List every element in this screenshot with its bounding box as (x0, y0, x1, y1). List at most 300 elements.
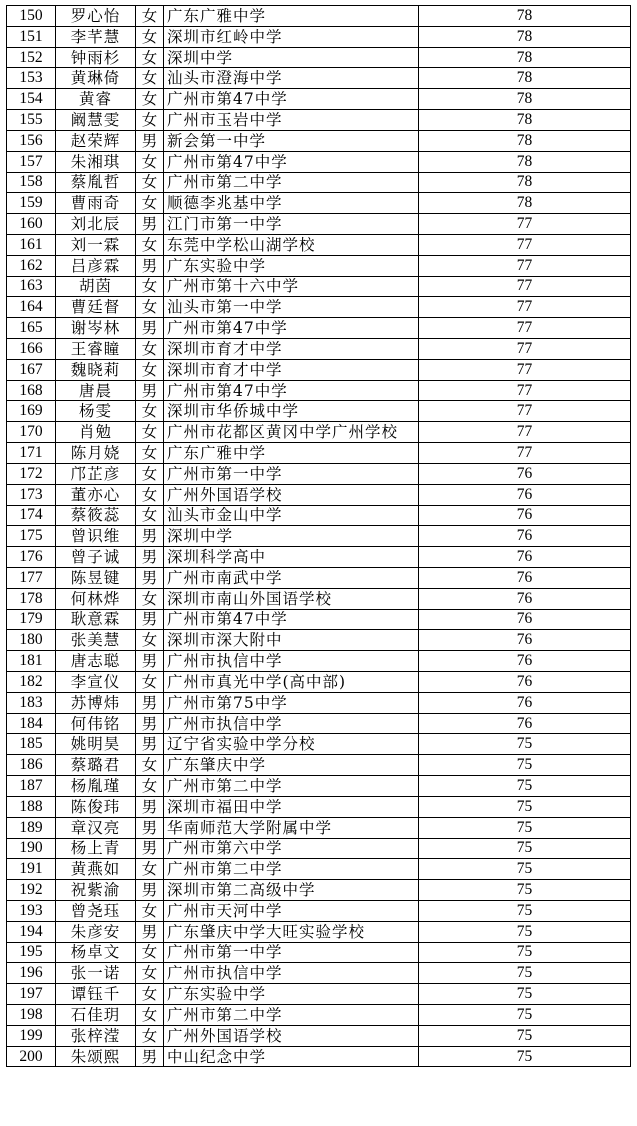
name-cell: 罗心怡 (56, 6, 136, 27)
rank-cell: 184 (7, 713, 56, 734)
table-row (7, 984, 631, 1005)
name-cell: 阚慧雯 (56, 110, 136, 131)
rank-cell: 156 (7, 130, 56, 151)
school-cell: 广州市第47中学 (164, 151, 419, 172)
gender-cell: 女 (136, 942, 164, 963)
table-row (7, 755, 631, 776)
table-row (7, 942, 631, 963)
name-cell: 李芊慧 (56, 26, 136, 47)
name-cell: 曹雨奇 (56, 193, 136, 214)
name-cell: 何伟铭 (56, 713, 136, 734)
rank-cell: 151 (7, 26, 56, 47)
score-cell: 75 (419, 1046, 631, 1067)
rank-cell: 197 (7, 984, 56, 1005)
rank-cell: 162 (7, 255, 56, 276)
table-row (7, 963, 631, 984)
name-cell: 耿意霖 (56, 609, 136, 630)
gender-cell: 女 (136, 6, 164, 27)
rank-cell: 154 (7, 89, 56, 110)
gender-cell: 男 (136, 567, 164, 588)
score-cell: 78 (419, 151, 631, 172)
school-cell: 中山纪念中学 (164, 1046, 419, 1067)
school-cell: 广东实验中学 (164, 984, 419, 1005)
rank-cell: 193 (7, 900, 56, 921)
rank-cell: 182 (7, 672, 56, 693)
rank-cell: 179 (7, 609, 56, 630)
name-cell: 章汉亮 (56, 817, 136, 838)
score-cell: 76 (419, 505, 631, 526)
score-cell: 77 (419, 214, 631, 235)
name-cell: 曾尧珏 (56, 900, 136, 921)
score-cell: 75 (419, 1025, 631, 1046)
gender-cell: 男 (136, 921, 164, 942)
school-cell: 广州外国语学校 (164, 1025, 419, 1046)
table-row (7, 880, 631, 901)
table-row (7, 505, 631, 526)
school-cell: 广州市第十六中学 (164, 276, 419, 297)
score-cell: 75 (419, 838, 631, 859)
rank-cell: 159 (7, 193, 56, 214)
table-row (7, 276, 631, 297)
school-cell: 广州市第二中学 (164, 172, 419, 193)
table-row (7, 422, 631, 443)
school-cell: 深圳市华侨城中学 (164, 401, 419, 422)
school-cell: 广州市第一中学 (164, 942, 419, 963)
gender-cell: 女 (136, 26, 164, 47)
name-cell: 蔡胤哲 (56, 172, 136, 193)
table-row (7, 214, 631, 235)
table-row (7, 567, 631, 588)
gender-cell: 男 (136, 734, 164, 755)
table-row (7, 234, 631, 255)
school-cell: 广州市真光中学(高中部) (164, 672, 419, 693)
score-cell: 76 (419, 672, 631, 693)
table-row (7, 859, 631, 880)
score-cell: 76 (419, 692, 631, 713)
rank-cell: 190 (7, 838, 56, 859)
name-cell: 谢岑林 (56, 318, 136, 339)
name-cell: 蔡筱蕊 (56, 505, 136, 526)
score-cell: 76 (419, 609, 631, 630)
school-cell: 汕头市澄海中学 (164, 68, 419, 89)
rank-cell: 169 (7, 401, 56, 422)
rank-cell: 178 (7, 588, 56, 609)
school-cell: 深圳中学 (164, 47, 419, 68)
gender-cell: 女 (136, 276, 164, 297)
gender-cell: 男 (136, 692, 164, 713)
score-cell: 76 (419, 651, 631, 672)
table-row (7, 255, 631, 276)
rank-cell: 165 (7, 318, 56, 339)
name-cell: 刘北辰 (56, 214, 136, 235)
score-cell: 77 (419, 297, 631, 318)
school-cell: 广州市第一中学 (164, 463, 419, 484)
name-cell: 杨雯 (56, 401, 136, 422)
school-cell: 深圳中学 (164, 526, 419, 547)
school-cell: 深圳市深大附中 (164, 630, 419, 651)
name-cell: 陈昱键 (56, 567, 136, 588)
rank-cell: 164 (7, 297, 56, 318)
rank-cell: 186 (7, 755, 56, 776)
table-row (7, 463, 631, 484)
score-cell: 75 (419, 776, 631, 797)
gender-cell: 男 (136, 214, 164, 235)
score-cell: 75 (419, 1005, 631, 1026)
name-cell: 石佳玥 (56, 1005, 136, 1026)
table-row (7, 130, 631, 151)
rank-cell: 175 (7, 526, 56, 547)
rank-cell: 196 (7, 963, 56, 984)
score-cell: 78 (419, 110, 631, 131)
gender-cell: 女 (136, 89, 164, 110)
school-cell: 广东广雅中学 (164, 6, 419, 27)
gender-cell: 男 (136, 130, 164, 151)
rank-cell: 183 (7, 692, 56, 713)
gender-cell: 女 (136, 900, 164, 921)
score-cell: 75 (419, 734, 631, 755)
rank-cell: 170 (7, 422, 56, 443)
gender-cell: 男 (136, 255, 164, 276)
gender-cell: 女 (136, 172, 164, 193)
school-cell: 深圳市第二高级中学 (164, 880, 419, 901)
gender-cell: 女 (136, 984, 164, 1005)
school-cell: 广州市第二中学 (164, 776, 419, 797)
rank-cell: 168 (7, 380, 56, 401)
school-cell: 东莞中学松山湖学校 (164, 234, 419, 255)
school-cell: 广东肇庆中学 (164, 755, 419, 776)
gender-cell: 女 (136, 463, 164, 484)
school-cell: 广州市花都区黄冈中学广州学校 (164, 422, 419, 443)
name-cell: 李宣仪 (56, 672, 136, 693)
gender-cell: 女 (136, 859, 164, 880)
gender-cell: 男 (136, 838, 164, 859)
rank-cell: 172 (7, 463, 56, 484)
school-cell: 辽宁省实验中学分校 (164, 734, 419, 755)
score-cell: 76 (419, 630, 631, 651)
gender-cell: 男 (136, 380, 164, 401)
score-cell: 77 (419, 339, 631, 360)
table-row (7, 6, 631, 27)
rank-cell: 189 (7, 817, 56, 838)
table-row (7, 484, 631, 505)
rank-cell: 153 (7, 68, 56, 89)
school-cell: 广州市第75中学 (164, 692, 419, 713)
score-cell: 77 (419, 359, 631, 380)
name-cell: 董亦心 (56, 484, 136, 505)
table-row (7, 692, 631, 713)
name-cell: 张一诺 (56, 963, 136, 984)
gender-cell: 女 (136, 151, 164, 172)
school-cell: 深圳市福田中学 (164, 796, 419, 817)
gender-cell: 女 (136, 234, 164, 255)
name-cell: 黄睿 (56, 89, 136, 110)
school-cell: 新会第一中学 (164, 130, 419, 151)
score-cell: 78 (419, 193, 631, 214)
score-cell: 77 (419, 276, 631, 297)
name-cell: 姚明昊 (56, 734, 136, 755)
gender-cell: 女 (136, 68, 164, 89)
school-cell: 广州市第47中学 (164, 380, 419, 401)
score-cell: 78 (419, 26, 631, 47)
name-cell: 黄燕如 (56, 859, 136, 880)
table-row (7, 776, 631, 797)
name-cell: 黄琳倚 (56, 68, 136, 89)
rank-cell: 192 (7, 880, 56, 901)
name-cell: 蔡璐君 (56, 755, 136, 776)
table-row (7, 110, 631, 131)
name-cell: 曾子诚 (56, 547, 136, 568)
rank-cell: 158 (7, 172, 56, 193)
name-cell: 张梓滢 (56, 1025, 136, 1046)
school-cell: 广州市第二中学 (164, 859, 419, 880)
score-cell: 77 (419, 255, 631, 276)
gender-cell: 女 (136, 505, 164, 526)
name-cell: 祝紫渝 (56, 880, 136, 901)
score-cell: 75 (419, 963, 631, 984)
rank-cell: 167 (7, 359, 56, 380)
name-cell: 刘一霖 (56, 234, 136, 255)
score-cell: 77 (419, 422, 631, 443)
school-cell: 江门市第一中学 (164, 214, 419, 235)
name-cell: 钟雨杉 (56, 47, 136, 68)
school-cell: 汕头市金山中学 (164, 505, 419, 526)
score-cell: 78 (419, 130, 631, 151)
gender-cell: 女 (136, 339, 164, 360)
results-table-body (7, 6, 631, 1067)
school-cell: 深圳科学高中 (164, 547, 419, 568)
table-row (7, 588, 631, 609)
score-cell: 77 (419, 443, 631, 464)
gender-cell: 女 (136, 588, 164, 609)
school-cell: 广州市执信中学 (164, 651, 419, 672)
table-row (7, 672, 631, 693)
table-row (7, 297, 631, 318)
gender-cell: 女 (136, 297, 164, 318)
school-cell: 广州市天河中学 (164, 900, 419, 921)
rank-cell: 157 (7, 151, 56, 172)
school-cell: 广州市执信中学 (164, 963, 419, 984)
table-row (7, 318, 631, 339)
school-cell: 广州市第二中学 (164, 1005, 419, 1026)
gender-cell: 女 (136, 776, 164, 797)
rank-cell: 173 (7, 484, 56, 505)
rank-cell: 200 (7, 1046, 56, 1067)
gender-cell: 男 (136, 880, 164, 901)
name-cell: 唐晨 (56, 380, 136, 401)
score-cell: 75 (419, 900, 631, 921)
name-cell: 朱湘琪 (56, 151, 136, 172)
score-cell: 78 (419, 47, 631, 68)
name-cell: 朱颂熙 (56, 1046, 136, 1067)
table-row (7, 359, 631, 380)
table-row (7, 339, 631, 360)
name-cell: 陈月娆 (56, 443, 136, 464)
rank-cell: 194 (7, 921, 56, 942)
gender-cell: 女 (136, 755, 164, 776)
school-cell: 深圳市育才中学 (164, 359, 419, 380)
score-cell: 77 (419, 318, 631, 339)
score-cell: 77 (419, 234, 631, 255)
gender-cell: 男 (136, 318, 164, 339)
table-row (7, 796, 631, 817)
school-cell: 华南师范大学附属中学 (164, 817, 419, 838)
gender-cell: 女 (136, 401, 164, 422)
school-cell: 顺德李兆基中学 (164, 193, 419, 214)
gender-cell: 女 (136, 1025, 164, 1046)
score-cell: 78 (419, 6, 631, 27)
score-cell: 75 (419, 817, 631, 838)
gender-cell: 女 (136, 422, 164, 443)
rank-cell: 163 (7, 276, 56, 297)
gender-cell: 男 (136, 651, 164, 672)
rank-cell: 191 (7, 859, 56, 880)
table-row (7, 401, 631, 422)
score-cell: 75 (419, 796, 631, 817)
name-cell: 唐志聪 (56, 651, 136, 672)
table-row (7, 817, 631, 838)
score-cell: 78 (419, 68, 631, 89)
gender-cell: 女 (136, 484, 164, 505)
school-cell: 广州市执信中学 (164, 713, 419, 734)
table-row (7, 734, 631, 755)
score-cell: 76 (419, 484, 631, 505)
gender-cell: 女 (136, 47, 164, 68)
table-row (7, 1025, 631, 1046)
school-cell: 深圳市红岭中学 (164, 26, 419, 47)
table-row (7, 193, 631, 214)
table-row (7, 651, 631, 672)
school-cell: 汕头市第一中学 (164, 297, 419, 318)
gender-cell: 男 (136, 1046, 164, 1067)
school-cell: 广东肇庆中学大旺实验学校 (164, 921, 419, 942)
rank-cell: 160 (7, 214, 56, 235)
rank-cell: 198 (7, 1005, 56, 1026)
school-cell: 广东广雅中学 (164, 443, 419, 464)
score-cell: 77 (419, 380, 631, 401)
name-cell: 朱彦安 (56, 921, 136, 942)
score-cell: 75 (419, 921, 631, 942)
name-cell: 赵荣辉 (56, 130, 136, 151)
name-cell: 谭钰千 (56, 984, 136, 1005)
gender-cell: 男 (136, 817, 164, 838)
rank-cell: 180 (7, 630, 56, 651)
name-cell: 魏晓莉 (56, 359, 136, 380)
score-cell: 77 (419, 401, 631, 422)
table-row (7, 838, 631, 859)
name-cell: 张美慧 (56, 630, 136, 651)
gender-cell: 男 (136, 547, 164, 568)
table-row (7, 1005, 631, 1026)
school-cell: 广州市第47中学 (164, 89, 419, 110)
name-cell: 苏博炜 (56, 692, 136, 713)
name-cell: 曹廷督 (56, 297, 136, 318)
score-cell: 78 (419, 89, 631, 110)
table-row (7, 380, 631, 401)
name-cell: 吕彦霖 (56, 255, 136, 276)
rank-cell: 185 (7, 734, 56, 755)
table-row (7, 547, 631, 568)
name-cell: 曾识维 (56, 526, 136, 547)
table-row (7, 921, 631, 942)
gender-cell: 女 (136, 630, 164, 651)
gender-cell: 女 (136, 672, 164, 693)
rank-cell: 152 (7, 47, 56, 68)
name-cell: 杨上青 (56, 838, 136, 859)
gender-cell: 男 (136, 526, 164, 547)
gender-cell: 男 (136, 713, 164, 734)
rank-cell: 199 (7, 1025, 56, 1046)
name-cell: 胡茵 (56, 276, 136, 297)
table-row (7, 526, 631, 547)
gender-cell: 女 (136, 443, 164, 464)
name-cell: 杨胤瑾 (56, 776, 136, 797)
gender-cell: 女 (136, 110, 164, 131)
rank-cell: 187 (7, 776, 56, 797)
table-row (7, 713, 631, 734)
rank-cell: 161 (7, 234, 56, 255)
score-cell: 76 (419, 463, 631, 484)
gender-cell: 女 (136, 359, 164, 380)
name-cell: 肖勉 (56, 422, 136, 443)
table-row (7, 47, 631, 68)
score-cell: 75 (419, 984, 631, 1005)
school-cell: 广东实验中学 (164, 255, 419, 276)
score-cell: 75 (419, 880, 631, 901)
school-cell: 广州市南武中学 (164, 567, 419, 588)
table-row (7, 68, 631, 89)
school-cell: 广州市玉岩中学 (164, 110, 419, 131)
table-row (7, 1046, 631, 1067)
score-cell: 76 (419, 547, 631, 568)
results-table (6, 5, 631, 1067)
score-cell: 78 (419, 172, 631, 193)
school-cell: 深圳市育才中学 (164, 339, 419, 360)
rank-cell: 176 (7, 547, 56, 568)
rank-cell: 171 (7, 443, 56, 464)
name-cell: 王睿瞳 (56, 339, 136, 360)
rank-cell: 188 (7, 796, 56, 817)
rank-cell: 195 (7, 942, 56, 963)
table-row (7, 900, 631, 921)
school-cell: 深圳市南山外国语学校 (164, 588, 419, 609)
school-cell: 广州市第47中学 (164, 318, 419, 339)
rank-cell: 181 (7, 651, 56, 672)
score-cell: 76 (419, 526, 631, 547)
score-cell: 76 (419, 567, 631, 588)
school-cell: 广州市第六中学 (164, 838, 419, 859)
school-cell: 广州外国语学校 (164, 484, 419, 505)
table-row (7, 26, 631, 47)
rank-cell: 150 (7, 6, 56, 27)
table-row (7, 443, 631, 464)
score-cell: 76 (419, 588, 631, 609)
name-cell: 陈俊玮 (56, 796, 136, 817)
score-cell: 75 (419, 755, 631, 776)
gender-cell: 女 (136, 1005, 164, 1026)
name-cell: 杨卓文 (56, 942, 136, 963)
rank-cell: 177 (7, 567, 56, 588)
gender-cell: 男 (136, 609, 164, 630)
table-row (7, 630, 631, 651)
rank-cell: 155 (7, 110, 56, 131)
gender-cell: 男 (136, 796, 164, 817)
table-row (7, 151, 631, 172)
table-row (7, 609, 631, 630)
school-cell: 广州市第47中学 (164, 609, 419, 630)
score-cell: 75 (419, 859, 631, 880)
rank-cell: 174 (7, 505, 56, 526)
name-cell: 邝芷彦 (56, 463, 136, 484)
